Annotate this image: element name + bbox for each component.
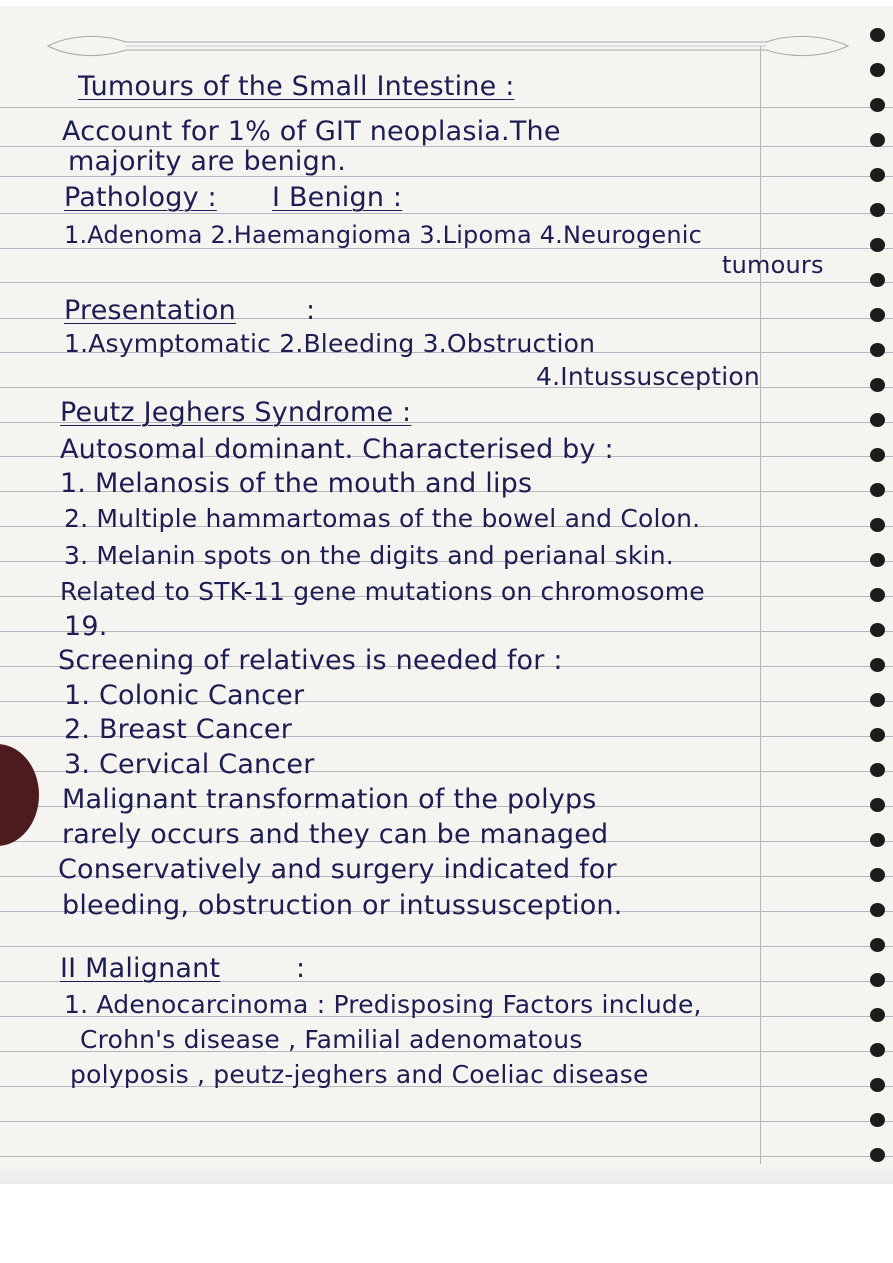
- spiral-hole: [870, 518, 885, 532]
- spiral-hole: [870, 28, 885, 42]
- spiral-hole: [870, 308, 885, 322]
- spiral-hole: [870, 903, 885, 917]
- malignant-heading: II Malignant: [60, 953, 221, 984]
- spiral-hole: [870, 1008, 885, 1022]
- spiral-hole: [870, 98, 885, 112]
- malignant-line: 1. Adenocarcinoma : Predisposing Factors include,: [64, 990, 702, 1019]
- spiral-hole: [870, 588, 885, 602]
- pjs-line: bleeding, obstruction or intussusception.: [62, 890, 623, 921]
- pjs-line: Related to STK-11 gene mutations on chromosome: [60, 577, 705, 606]
- spiral-hole: [870, 203, 885, 217]
- pathology-heading: Pathology :: [64, 182, 217, 213]
- spiral-hole: [870, 658, 885, 672]
- pjs-line: 1. Colonic Cancer: [64, 680, 305, 711]
- spiral-hole: [870, 1078, 885, 1092]
- spiral-hole: [870, 273, 885, 287]
- spiral-hole: [870, 168, 885, 182]
- punch-hole: [0, 744, 39, 846]
- pjs-heading: Peutz Jeghers Syndrome :: [60, 397, 412, 428]
- pjs-line: 2. Multiple hammartomas of the bowel and Colon.: [64, 504, 701, 533]
- spiral-hole: [870, 483, 885, 497]
- pjs-line: 3. Cervical Cancer: [64, 749, 315, 780]
- spiral-hole: [870, 833, 885, 847]
- spiral-hole: [870, 973, 885, 987]
- page-header-banner: [42, 30, 854, 60]
- presentation-heading: Presentation: [64, 295, 236, 326]
- spiral-hole: [870, 63, 885, 77]
- spiral-hole: [870, 378, 885, 392]
- spiral-hole: [870, 728, 885, 742]
- pjs-line: rarely occurs and they can be managed: [62, 819, 609, 850]
- spiral-hole: [870, 1043, 885, 1057]
- spiral-hole: [870, 693, 885, 707]
- spiral-hole: [870, 448, 885, 462]
- spiral-hole: [870, 938, 885, 952]
- notebook-page: [0, 6, 893, 1184]
- malignant-colon: :: [296, 953, 306, 984]
- spiral-hole: [870, 133, 885, 147]
- pjs-line: Autosomal dominant. Characterised by :: [60, 434, 614, 465]
- intro-line-1: Account for 1% of GIT neoplasia.The: [62, 116, 561, 147]
- pjs-line: Conservatively and surgery indicated for: [58, 854, 617, 885]
- spiral-hole: [870, 868, 885, 882]
- pjs-line: Malignant transformation of the polyps: [62, 784, 597, 815]
- presentation-line-1: 1.Asymptomatic 2.Bleeding 3.Obstruction: [64, 329, 596, 358]
- pjs-line: Screening of relatives is needed for :: [58, 645, 563, 676]
- spiral-hole: [870, 343, 885, 357]
- benign-types-line-1: 1.Adenoma 2.Haemangioma 3.Lipoma 4.Neurogenic: [64, 221, 703, 249]
- page-bottom-edge: [0, 1164, 893, 1184]
- spiral-hole: [870, 413, 885, 427]
- spiral-hole: [870, 798, 885, 812]
- presentation-line-2: 4.Intussusception: [536, 362, 760, 391]
- benign-heading: I Benign :: [272, 182, 403, 213]
- spiral-hole: [870, 238, 885, 252]
- presentation-colon: :: [306, 295, 316, 326]
- pjs-line: 2. Breast Cancer: [64, 714, 293, 745]
- spiral-hole: [870, 763, 885, 777]
- pjs-line: 19.: [64, 611, 108, 642]
- spiral-hole: [870, 623, 885, 637]
- spiral-hole: [870, 553, 885, 567]
- spiral-hole: [870, 1113, 885, 1127]
- page-title: Tumours of the Small Intestine :: [78, 71, 515, 102]
- pjs-line: 1. Melanosis of the mouth and lips: [60, 468, 533, 499]
- intro-line-2: majority are benign.: [68, 146, 347, 177]
- margin-line: [760, 46, 761, 1184]
- malignant-line: Crohn's disease , Familial adenomatous: [80, 1025, 583, 1054]
- pjs-line: 3. Melanin spots on the digits and perianal skin.: [64, 541, 674, 570]
- malignant-line: polyposis , peutz-jeghers and Coeliac disease: [70, 1060, 649, 1089]
- benign-types-line-2: tumours: [722, 251, 824, 279]
- spiral-hole: [870, 1148, 885, 1162]
